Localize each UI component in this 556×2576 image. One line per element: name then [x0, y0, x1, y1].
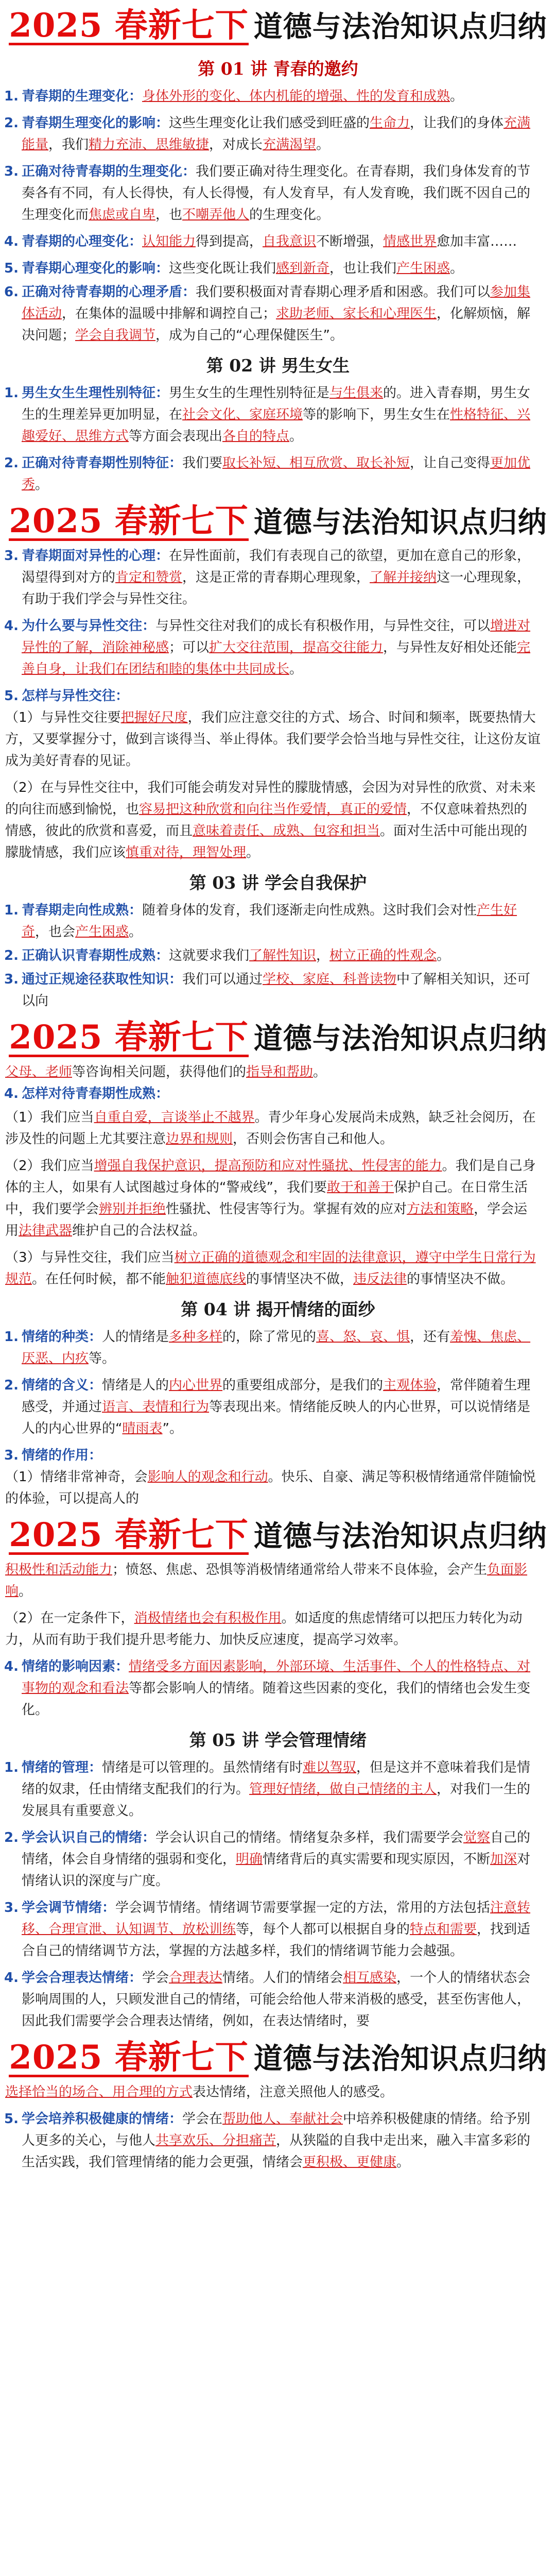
banner-red-text: 2025 春新七下 [9, 1515, 249, 1554]
point-text: 人的情绪是 [102, 1329, 169, 1345]
highlight: 更加优秀 [22, 455, 531, 493]
highlight: 更积极、更健康 [303, 2155, 397, 2170]
point-text: 。 [129, 924, 143, 940]
highlight: 充满渴望 [263, 137, 317, 152]
highlight: 内心世界 [169, 1378, 223, 1393]
point-text: ，让自己变得 [410, 455, 491, 471]
point-heading: 学会认识自己的情绪： [22, 1830, 156, 1845]
highlight: 负面影响 [5, 1562, 528, 1599]
sub-number: （2） [5, 780, 41, 795]
highlight: 积极性和活动能力 [5, 1562, 113, 1578]
point-number: 2. [4, 948, 19, 963]
point-item [0, 1656, 556, 1721]
point-item [0, 86, 556, 107]
point-number: 2. [4, 1830, 19, 1845]
point-number: 1. [4, 89, 19, 104]
point-text: 等，每个人都可以根据自身的 [236, 1922, 410, 1937]
point-number: 3. [4, 1900, 19, 1916]
point-text: 情绪。人们的情绪会 [222, 1970, 343, 1986]
sub-number: （1） [5, 710, 41, 725]
point-text: 等的影响下，男生女生在 [303, 407, 450, 422]
point-text: 等表现出来。情绪能反映人的内心世界，可以说情绪是人的内心世界的“ [22, 1399, 531, 1436]
highlight: 意味着责任、成熟、包容和担当 [193, 823, 380, 839]
highlight: 管理好情绪，做自己情绪的主人 [249, 1782, 437, 1797]
point-item [0, 258, 556, 279]
highlight: 产生困惑 [396, 261, 450, 276]
point-text: ，找到适合自己的情绪调节方法，掌握的方法越多样，我们的情绪调节能力会越强。 [22, 1922, 531, 1959]
sub-text: 性骚扰、性侵害等行为。掌握有效的应对 [166, 1201, 407, 1217]
continued-text [0, 2081, 556, 2103]
point-heading: 青春期的心理变化： [22, 234, 143, 249]
point-number: 4. [4, 1086, 19, 1101]
point-number: 1. [4, 903, 19, 918]
point-heading: 情绪的含义： [22, 1378, 102, 1393]
sub-text: ；愤怒、焦虑、恐惧等消极情绪通常给人带来不良体验，会产生 [112, 1562, 488, 1578]
sub-text: ，不仅意味着热烈的情感，彼此的欣赏和喜爱，而且 [5, 802, 528, 839]
lesson-title: 第 03 讲 学会自我保护 [189, 872, 367, 893]
point-text: 等都会影响人的情绪。随着这些因素的变化，我们的情绪也会发生变化。 [22, 1681, 531, 1718]
sub-text: 在与异性交往中，我们可能会萌发对异性的朦胧情感，会因为对异性的欣赏、对未来的向往而感到愉悦，也 [5, 780, 536, 817]
highlight: 产生好奇 [22, 903, 517, 940]
point-text: 表达情绪，注意关照他人的感受。 [193, 2084, 394, 2100]
point-text: 自己的情绪，体会自身情绪的强弱和变化， [22, 1830, 531, 1867]
point-heading: 学会培养积极健康的情绪： [22, 2111, 183, 2127]
point-item [0, 2108, 556, 2173]
highlight: 违反法律 [353, 1272, 407, 1287]
point-text: ，但是这并不意味着我们是情绪的奴隶，任由情绪支配我们的行为。 [22, 1760, 531, 1797]
point-number: 4. [4, 234, 19, 249]
point-text: ，让我们的身体 [410, 115, 504, 131]
point-text: 学会 [142, 1970, 169, 1986]
point-item [0, 1445, 556, 1466]
point-heading: 怎样与异性交往： [22, 688, 129, 704]
lesson-title: 第 04 讲 揭开情绪的面纱 [181, 1299, 375, 1319]
highlight: 晴雨表 [122, 1421, 163, 1436]
point-number: 4. [4, 1659, 19, 1674]
point-text: 。 [289, 662, 303, 677]
point-text: 我们要 [182, 455, 223, 471]
point-item [0, 231, 556, 252]
lesson-title: 第 02 讲 男生女生 [206, 355, 350, 376]
highlight: 指导和帮助 [246, 1064, 314, 1080]
point-item [0, 382, 556, 447]
highlight: 选择恰当的场合、用合理的方式 [5, 2084, 193, 2100]
point-heading: 怎样对待青春期性成熟： [22, 1086, 169, 1101]
point-text: 。 [450, 89, 464, 104]
header-banner [0, 2032, 556, 2081]
highlight: 父母、老师 [5, 1064, 73, 1080]
sub-text: 保护自己。在日常生活中，我们要学会 [5, 1180, 528, 1217]
sub-text: 的事情坚决不做。 [407, 1272, 514, 1287]
sub-item [0, 1247, 556, 1290]
sub-number: （2） [5, 1158, 41, 1174]
continued-text [0, 1559, 556, 1602]
sub-text: ，我们应注意交往的方式、场合、时间和频率，既要热情大方，又要掌握分寸，做到言谈得当、举止得体。我们要学会恰当地与异性交往，让这份友谊成为美好青春的见证。 [5, 710, 541, 769]
highlight: 产生困惑 [75, 924, 129, 940]
banner-title: 道德与法治知识点归纳 [253, 505, 547, 539]
point-text: 的重要组成部分，是我们的 [222, 1378, 384, 1393]
point-heading: 情绪的作用： [22, 1448, 102, 1463]
highlight: 身体外形的变化、体内机能的增强、性的发育和成熟 [142, 89, 450, 104]
highlight: 多种多样 [169, 1329, 223, 1345]
header-banner [0, 496, 556, 545]
sub-text: 。青少年身心发展尚未成熟，缺乏社会阅历，在涉及性的问题上尤其要注意 [5, 1110, 536, 1147]
highlight: 生命力 [370, 115, 410, 131]
point-text: 得到提高， [196, 234, 263, 249]
sub-text: 。 [246, 845, 260, 860]
point-text: 等方面会表现出 [129, 429, 223, 444]
point-item [0, 1083, 556, 1105]
highlight: 取长补短、相互欣赏、取长补短 [222, 455, 410, 471]
sub-item [0, 707, 556, 772]
banner-red-text: 2025 春新七下 [9, 6, 249, 45]
point-item [0, 161, 556, 226]
point-heading: 青春期心理变化的影响： [22, 261, 169, 276]
highlight: 学会自我调节 [75, 328, 156, 343]
highlight: 感到新奇 [276, 261, 330, 276]
point-text: 情绪背后的真实需要和现实原因，不断 [263, 1852, 491, 1867]
sub-text: 在一定条件下， [40, 1611, 134, 1626]
highlight: 充满能量 [22, 115, 531, 152]
point-heading: 青春期走向性成熟： [22, 903, 143, 918]
point-number: 4. [4, 1970, 19, 1986]
banner-title: 道德与法治知识点归纳 [253, 10, 547, 44]
point-text: 等咨询相关问题，获得他们的 [72, 1064, 247, 1080]
highlight: 性格特征、兴趣爱好、思维方式 [22, 407, 531, 444]
point-item [0, 969, 556, 1012]
point-heading: 学会调节情绪： [22, 1900, 116, 1916]
sub-text: ，否则会伤害自己和他人。 [233, 1131, 394, 1147]
point-number: 1. [4, 1329, 19, 1345]
point-item [0, 1375, 556, 1439]
point-text: 的。进入青春期，男生女生的生理差异更加明显，在 [22, 385, 531, 422]
header-banner [0, 0, 556, 49]
highlight: 容易把这种欣赏和向往当作爱情，真正的爱情 [139, 802, 407, 817]
point-text: ，这是正常的青春期心理现象， [182, 570, 370, 585]
sub-text: 情绪非常神奇，会 [40, 1469, 148, 1485]
highlight: 学校、家庭、科普读物 [263, 972, 397, 987]
point-text: 学会认识自己的情绪。情绪复杂多样，我们需要学会 [155, 1830, 464, 1845]
point-text: ，一个人的情绪状态会影响周围的人，只顾发泄自己的情绪，可能会给他人带来消极的感受，甚至伤害他人，因此我们需要学会合理表达情绪，例如，在表达情绪时，要 [22, 1970, 531, 2029]
point-item [0, 1827, 556, 1892]
sub-text: 。快乐、自豪、满足等积极情绪通常伴随愉悦的体验，可以提高人的 [5, 1469, 536, 1506]
point-text: ，也让我们 [329, 261, 397, 276]
point-item [0, 685, 556, 707]
sub-item [0, 1607, 556, 1651]
point-item [0, 900, 556, 943]
point-heading: 情绪的影响因素： [22, 1659, 129, 1674]
highlight: 把握好尺度 [120, 710, 188, 725]
highlight: 情感世界 [383, 234, 437, 249]
highlight: 羞愧、焦虑、厌恶、内疚 [22, 1329, 531, 1366]
point-text: 与异性交往对我们的成长有积极作用，与异性交往，可以 [155, 618, 491, 634]
highlight: 慎重对待，理智处理 [126, 845, 247, 860]
point-number: 1. [4, 1760, 19, 1775]
point-item [0, 452, 556, 496]
highlight: 了解性知识 [249, 948, 317, 963]
highlight: 帮助他人、奉献社会 [222, 2111, 343, 2127]
point-text: 我们可以通过 [182, 972, 263, 987]
point-text: 。 [313, 1064, 327, 1080]
point-number: 4. [4, 618, 19, 634]
lesson-title: 第 01 讲 青春的邀约 [198, 58, 358, 79]
point-text: ，还有 [410, 1329, 450, 1345]
point-text: 不断增强， [316, 234, 384, 249]
point-text: 中培养积极健康的情绪。给予别人更多的关心，与他人 [22, 2111, 531, 2148]
highlight: 扩大交往范围，提高交往能力 [209, 640, 384, 655]
highlight: 求助老师、家长和心理医生 [276, 306, 437, 321]
highlight: 方法和策略 [407, 1201, 474, 1217]
point-heading: 青春期生理变化的影响： [22, 115, 169, 131]
point-text: 。 [437, 948, 450, 963]
point-number: 3. [4, 1448, 19, 1463]
sub-item [0, 1155, 556, 1242]
highlight: 消极情绪也会有积极作用 [134, 1611, 282, 1626]
highlight: 影响人的观念和行动 [147, 1469, 268, 1485]
point-text: 的，除了常见的 [222, 1329, 317, 1345]
highlight: 触犯道德底线 [166, 1272, 247, 1287]
highlight: 边界和规则 [166, 1131, 233, 1147]
point-item [0, 112, 556, 156]
header-banner [0, 1012, 556, 1061]
sub-text: 。面对生活中可能出现的朦胧情感，我们应该 [5, 823, 528, 860]
point-heading: 通过正规途径获取性知识： [22, 972, 183, 987]
point-item [0, 1967, 556, 2032]
highlight: 主观体验 [383, 1378, 437, 1393]
sub-text: 与异性交往要 [40, 710, 121, 725]
point-text: 这些变化既让我们 [169, 261, 276, 276]
banner-red-text: 2025 春新七下 [9, 1018, 249, 1057]
point-heading: 正确对待青春期的生理变化： [22, 164, 196, 179]
highlight: 加深 [490, 1852, 517, 1867]
point-text: 的生理变化。 [249, 207, 330, 223]
point-heading: 情绪的管理： [22, 1760, 102, 1775]
point-text: 我们要正确对待生理变化。在青春期，我们身体发育的节奏各有不同，有人长得快，有人长得慢，有人发育早，有人发育晚，我们既不因自己的生理变化而 [22, 164, 531, 223]
header-banner [0, 1510, 556, 1559]
continued-text [0, 1061, 556, 1083]
sub-text: 的事情坚决不做， [246, 1272, 354, 1287]
point-heading: 学会合理表达情绪： [22, 1970, 143, 1986]
point-text: ，也 [155, 207, 183, 223]
sub-number: （3） [5, 1250, 41, 1265]
point-number: 2. [4, 455, 19, 471]
point-text: ，常伴随着生理感受，并通过 [22, 1378, 531, 1415]
highlight: 精力充沛、思维敏捷 [89, 137, 210, 152]
point-text: 这就要求我们 [169, 948, 250, 963]
point-text: 在异性面前，我们有表现自己的欲望，更加在意自己的形象，渴望得到对方的 [22, 548, 531, 585]
sub-text: 。 [19, 1584, 32, 1599]
highlight: 法律武器 [19, 1223, 73, 1239]
point-item [0, 281, 556, 346]
sub-text: ，学会运用 [5, 1201, 528, 1239]
banner-red-text: 2025 春新七下 [9, 501, 249, 540]
highlight: 觉察 [463, 1830, 491, 1845]
point-item [0, 615, 556, 680]
banner-title: 道德与法治知识点归纳 [253, 2042, 547, 2076]
point-heading: 情绪的种类： [22, 1329, 102, 1345]
point-text: 愈加丰富…… [437, 234, 517, 249]
point-number: 6. [4, 284, 19, 300]
point-heading: 为什么要与异性交往： [22, 618, 156, 634]
sub-text: 。如适度的焦虑情绪可以把压力转化为动力，从而有助于我们提升思考能力、加快反应速度，提高学习效率。 [5, 1611, 523, 1648]
sub-number: （1） [5, 1110, 41, 1125]
point-text: ， [316, 948, 330, 963]
highlight: 语言、表情和行为 [102, 1399, 210, 1415]
point-text: ，对我们一生的发展具有重要意义。 [22, 1782, 531, 1819]
sub-text: 。我们是自己身体的主人，如果有人试图越过身体的“警戒线”，我们要 [5, 1158, 536, 1195]
point-text: 。 [35, 477, 49, 493]
highlight: 树立正确的性观念 [329, 948, 437, 963]
point-number: 2. [4, 115, 19, 131]
point-text: 。 [396, 2155, 410, 2170]
point-text: 等。 [89, 1351, 116, 1366]
sub-number: （1） [5, 1469, 41, 1485]
highlight: 增强自我保护意识，提高预防和应对性骚扰、性侵害的能力 [94, 1158, 442, 1174]
highlight: 注意转移、合理宣泄、认知调节、放松训练 [22, 1900, 531, 1937]
sub-text: 。在任何时候，都不能 [32, 1272, 166, 1287]
highlight: 与生俱来 [329, 385, 384, 401]
sub-text: 与异性交往，我们应当 [40, 1250, 175, 1265]
highlight: 共享欢乐、分担痛苦 [155, 2133, 276, 2148]
point-text: 中了解相关知识，还可以向 [22, 972, 531, 1009]
highlight: 树立正确的道德观念和牢固的法律意识，遵守中学生日常行为规范 [5, 1250, 536, 1287]
banner-red-text: 2025 春新七下 [9, 2038, 249, 2077]
point-number: 1. [4, 385, 19, 401]
point-text: 这些生理变化让我们感受到旺盛的 [169, 115, 370, 131]
point-text: 我们要积极面对青春期心理矛盾和困惑。我们可以 [196, 284, 491, 300]
banner-title: 道德与法治知识点归纳 [253, 1519, 547, 1553]
highlight: 各自的特点 [222, 429, 290, 444]
highlight: 自重自爱，言谈举止不越界 [94, 1110, 255, 1125]
highlight: 情绪受多方面因素影响，外部环境、生活事件、个人的性格特点、对事物的观念和看法 [22, 1659, 531, 1696]
point-text: 情绪是人的 [102, 1378, 169, 1393]
point-heading: 正确认识青春期性成熟： [22, 948, 169, 963]
sub-text: 我们应当 [40, 1158, 94, 1174]
highlight: 肯定和赞赏 [115, 570, 183, 585]
point-text: ，成为自己的“心理保健医生”。 [155, 328, 343, 343]
point-item [0, 945, 556, 967]
sub-text: 维护自己的合法权益。 [72, 1223, 206, 1239]
point-text: 随着身体的发育，我们逐渐走向性成熟。这时我们会对性 [142, 903, 477, 918]
point-item [0, 1326, 556, 1369]
sub-item [0, 777, 556, 863]
lesson-title: 第 05 讲 学会管理情绪 [189, 1730, 367, 1750]
highlight: 了解并接纳 [370, 570, 437, 585]
point-text: ，我们 [48, 137, 89, 152]
highlight: 不嘲弄他人 [182, 207, 250, 223]
point-text: ；可以 [169, 640, 210, 655]
point-text: 学会在 [182, 2111, 223, 2127]
point-item [0, 1897, 556, 1962]
point-text: ，化解烦恼，解决问题； [22, 306, 531, 343]
point-text: 。 [450, 261, 464, 276]
point-text: 对情绪认识的深度与广度。 [22, 1852, 531, 1889]
point-text: ，也会 [35, 924, 76, 940]
highlight: 认知能力 [142, 234, 196, 249]
sub-number: （2） [5, 1611, 41, 1626]
highlight: 难以驾驭 [303, 1760, 357, 1775]
highlight: 明确 [236, 1852, 263, 1867]
highlight: 辨别并拒绝 [99, 1201, 166, 1217]
point-text: ，在集体的温暖中排解和调控自己； [62, 306, 276, 321]
highlight: 自我意识 [263, 234, 317, 249]
highlight: 完善自身，让我们在团结和睦的集体中共同成长 [22, 640, 531, 677]
point-number: 3. [4, 972, 19, 987]
point-number: 5. [4, 2111, 19, 2127]
sub-text: 我们应当 [40, 1110, 94, 1125]
point-heading: 男生女生生理性别特征： [22, 385, 169, 401]
point-number: 3. [4, 548, 19, 564]
point-text: ，对成长 [209, 137, 263, 152]
point-number: 5. [4, 688, 19, 704]
highlight: 合理表达 [169, 1970, 223, 1986]
highlight: 焦虑或自卑 [89, 207, 156, 223]
point-heading: 正确对待青春期的心理矛盾： [22, 284, 196, 300]
point-text: 男生女生的生理性别特征是 [169, 385, 330, 401]
point-text: ”。 [162, 1421, 183, 1436]
point-text: 。 [316, 137, 330, 152]
banner-title: 道德与法治知识点归纳 [253, 1022, 547, 1056]
point-number: 2. [4, 1378, 19, 1393]
highlight: 增进对异性的了解，消除神秘感 [22, 618, 531, 655]
sub-item [0, 1107, 556, 1150]
point-number: 3. [4, 164, 19, 179]
point-heading: 正确对待青春期性别特征： [22, 455, 183, 471]
point-text: 情绪是可以管理的。虽然情绪有时 [102, 1760, 303, 1775]
point-heading: 青春期面对异性的心理： [22, 548, 169, 564]
sub-item [0, 1466, 556, 1510]
highlight: 社会文化、家庭环境 [182, 407, 303, 422]
point-text: 。 [289, 429, 303, 444]
point-text: 这一心理现象，有助于我们学会与异性交往。 [22, 570, 531, 607]
point-heading: 青春期的生理变化： [22, 89, 143, 104]
highlight: 特点和需要 [410, 1922, 477, 1937]
highlight: 参加集体活动 [22, 284, 531, 321]
highlight: 相互感染 [343, 1970, 397, 1986]
point-text: 学会调节情绪。情绪调节需要掌握一定的方法，常用的方法包括 [115, 1900, 491, 1916]
highlight: 喜、怒、哀、惧 [316, 1329, 410, 1345]
point-item [0, 545, 556, 610]
point-text: ，从狭隘的自我中走出来，融入丰富多彩的生活实践，我们管理情绪的能力会更强，情绪会 [22, 2133, 531, 2170]
point-number: 5. [4, 261, 19, 276]
point-item [0, 1757, 556, 1822]
point-text: ，与异性友好相处还能 [383, 640, 517, 655]
highlight: 敢于和善于 [326, 1180, 394, 1195]
